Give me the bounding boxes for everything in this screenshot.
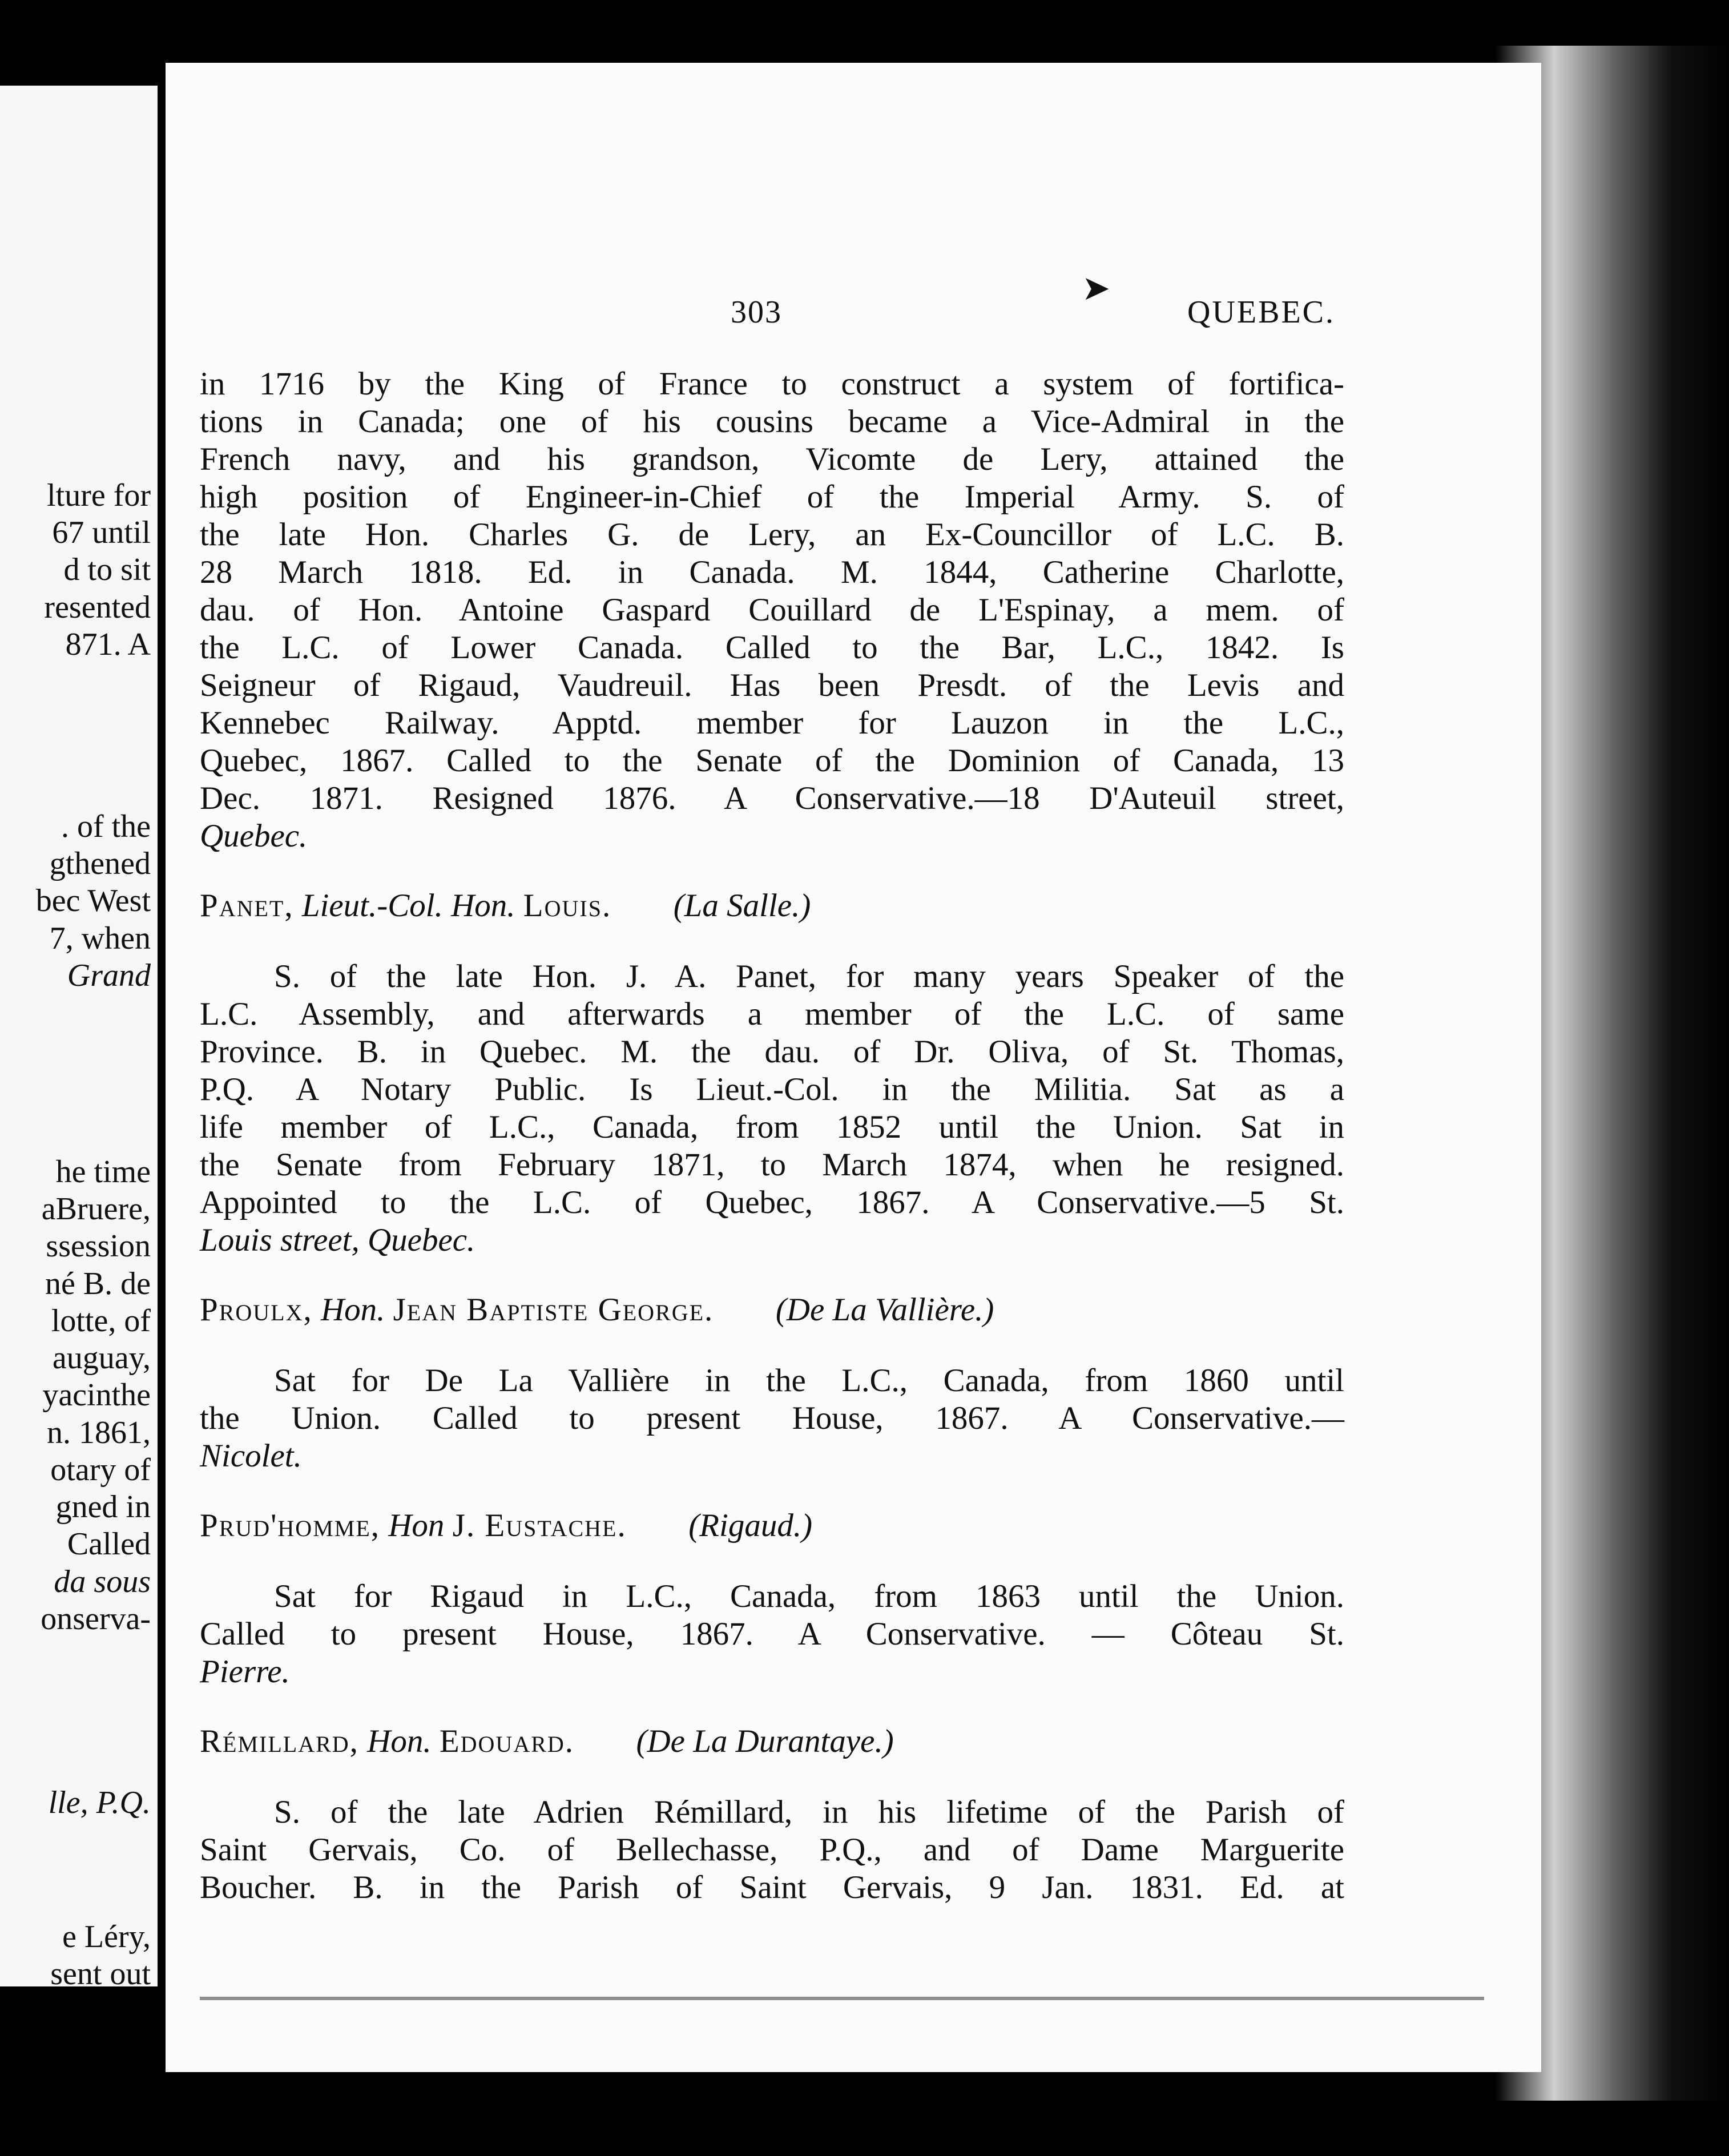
entry-given-name: Edouard. <box>439 1723 575 1759</box>
entry-title: Hon. <box>320 1292 385 1328</box>
entry-riding: (De La Vallière.) <box>775 1292 994 1328</box>
text-line: Louis street, Quebec. <box>200 1222 475 1258</box>
entry-heading <box>200 1723 1513 1760</box>
text-line: Sat for De La Vallière in the L.C., Canada, from 1860 until <box>274 1363 1344 1399</box>
entry-surname: Panet, <box>200 888 294 924</box>
text-line: the Senate from February 1871, to March 1874, when he resigned. <box>200 1147 1344 1183</box>
text-line: Called to present House, 1867. A Conservative. — Côteau St. <box>200 1616 1344 1652</box>
facing-page-line: Grand <box>67 958 151 993</box>
facing-page-line: 871. A <box>65 627 151 662</box>
facing-page-line: he time <box>55 1154 151 1190</box>
facing-page-line: Called <box>67 1526 151 1562</box>
text-line: S. of the late Adrien Rémillard, in his lifetime of the Parish of <box>274 1794 1344 1830</box>
text-line: 28 March 1818. Ed. in Canada. M. 1844, Catherine Charlotte, <box>200 554 1344 590</box>
facing-page-line: resented <box>44 590 151 625</box>
facing-page-line: auguay, <box>52 1340 151 1376</box>
page-bottom-edge <box>200 1997 1484 2000</box>
facing-page-line: 67 until <box>52 515 151 550</box>
facing-page-fragment <box>0 86 163 1986</box>
facing-page-line: n. 1861, <box>47 1415 151 1450</box>
text-line: S. of the late Hon. J. A. Panet, for many years Speaker of the <box>274 958 1344 994</box>
entry-prudhomme <box>200 1507 1513 1691</box>
text-line: Quebec. <box>200 818 308 854</box>
entry-riding: (Rigaud.) <box>688 1508 813 1544</box>
entry-heading <box>200 1507 1513 1545</box>
text-line: Saint Gervais, Co. of Bellechasse, P.Q., and of Dame Marguerite <box>200 1832 1344 1868</box>
text-line: the L.C. of Lower Canada. Called to the Bar, L.C., 1842. Is <box>200 630 1344 666</box>
text-line: Quebec, 1867. Called to the Senate of the Dominion of Canada, 13 <box>200 743 1344 779</box>
section-title: QUEBEC. <box>1187 295 1335 330</box>
facing-page-line: lle, P.Q. <box>48 1785 151 1820</box>
page-body <box>200 365 1513 1907</box>
text-line: the late Hon. Charles G. de Lery, an Ex-Councillor of L.C. B. <box>200 517 1344 553</box>
entry-proulx <box>200 1291 1513 1475</box>
text-line: Appointed to the L.C. of Quebec, 1867. A Conservative.—5 St. <box>200 1184 1344 1220</box>
text-line: Nicolet. <box>200 1438 302 1474</box>
entry-surname: Prud'homme, <box>200 1508 381 1544</box>
facing-page-line: 7, when <box>49 921 151 956</box>
text-line: L.C. Assembly, and afterwards a member of the L.C. of same <box>200 996 1344 1032</box>
lery-continuation <box>200 365 1513 855</box>
text-line: P.Q. A Notary Public. Is Lieut.-Col. in the Militia. Sat as a <box>200 1071 1344 1107</box>
text-line: Pierre. <box>200 1654 290 1690</box>
entry-title: Lieut.-Col. Hon. <box>301 888 515 924</box>
facing-page-line: d to sit <box>63 552 151 587</box>
facing-page-line: lture for <box>47 478 151 513</box>
text-line: life member of L.C., Canada, from 1852 until the Union. Sat in <box>200 1109 1344 1145</box>
facing-page-line: otary of <box>50 1452 151 1488</box>
entry-title: Hon <box>388 1508 445 1544</box>
entry-given-name: Jean Baptiste George. <box>393 1292 714 1328</box>
text-line: Dec. 1871. Resigned 1876. A Conservative.—18 D'Auteuil street, <box>200 780 1344 816</box>
entry-heading <box>200 1291 1513 1329</box>
entry-heading <box>200 887 1513 925</box>
entry-title: Hon. <box>367 1723 432 1759</box>
entry-riding: (De La Durantaye.) <box>636 1723 894 1759</box>
facing-page-line: onserva- <box>41 1601 151 1637</box>
facing-page-line: ssession <box>46 1228 151 1264</box>
page-number: 303 <box>731 295 782 330</box>
text-line: in 1716 by the King of France to construct a system of fortifica- <box>200 366 1344 402</box>
text-line: Seigneur of Rigaud, Vaudreuil. Has been Presdt. of the Levis and <box>200 667 1344 703</box>
entry-panet <box>200 887 1513 1259</box>
facing-page-line: da sous <box>54 1564 151 1599</box>
entry-remillard <box>200 1723 1513 1907</box>
text-line: Boucher. B. in the Parish of Saint Gervais, 9 Jan. 1831. Ed. at <box>200 1869 1344 1905</box>
text-line: tions in Canada; one of his cousins became a Vice-Admiral in the <box>200 404 1344 440</box>
facing-page-line: gned in <box>55 1489 151 1525</box>
entry-given-name: Louis. <box>523 888 612 924</box>
facing-page-line: né B. de <box>45 1266 151 1301</box>
facing-page-line: lotte, of <box>51 1303 151 1339</box>
text-line: Province. B. in Quebec. M. the dau. of Dr. Oliva, of St. Thomas, <box>200 1034 1344 1070</box>
facing-page-line: bec West <box>35 883 151 918</box>
facing-page-line: aBruere, <box>41 1191 151 1227</box>
text-line: the Union. Called to present House, 1867. A Conservative.— <box>200 1400 1344 1436</box>
text-line: French navy, and his grandson, Vicomte de Lery, attained the <box>200 441 1344 477</box>
facing-page-line: yacinthe <box>42 1377 151 1413</box>
facing-page-line: sent out <box>50 1956 151 1986</box>
book-page <box>166 63 1541 2072</box>
text-line: high position of Engineer-in-Chief of the Imperial Army. S. of <box>200 479 1344 515</box>
facing-page-line: gthened <box>49 846 151 881</box>
entry-riding: (La Salle.) <box>673 888 811 924</box>
text-line: dau. of Hon. Antoine Gaspard Couillard de L'Espinay, a mem. of <box>200 592 1344 628</box>
facing-page-line: e Léry, <box>62 1919 151 1954</box>
entry-given-name: J. Eustache. <box>452 1508 627 1544</box>
facing-page-line: . of the <box>61 809 151 844</box>
text-line: Kennebec Railway. Apptd. member for Lauzon in the L.C., <box>200 705 1344 741</box>
printers-mark-icon: ➤ <box>1082 269 1111 307</box>
entry-surname: Proulx, <box>200 1292 313 1328</box>
entry-surname: Rémillard, <box>200 1723 359 1759</box>
text-line: Sat for Rigaud in L.C., Canada, from 1863 until the Union. <box>274 1578 1344 1614</box>
